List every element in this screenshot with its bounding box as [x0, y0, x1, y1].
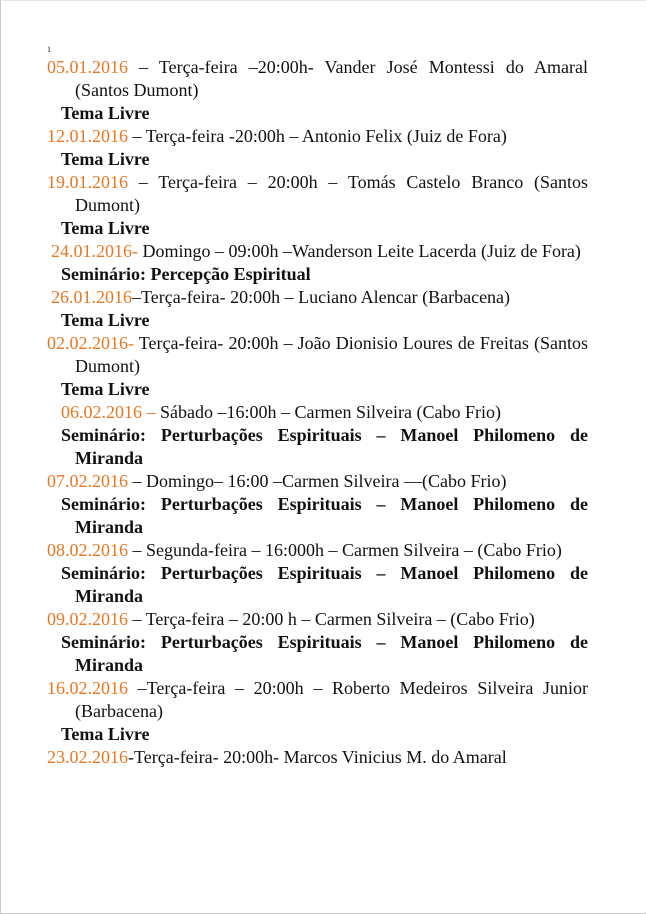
schedule-entry [47, 286, 588, 309]
entry-details: – Terça-feira -20:00h – Antonio Felix (Juiz de Fora) [128, 126, 507, 146]
entry-theme: Seminário: Perturbações Espirituais – Manoel Philomeno de Miranda [61, 425, 588, 468]
schedule-entry [47, 746, 588, 769]
entry-theme: Tema Livre [61, 310, 150, 330]
entry-date: 02.02.2016- [47, 333, 134, 353]
entry-theme: Tema Livre [61, 103, 150, 123]
schedule-entry [47, 608, 588, 631]
entry-theme: Seminário: Perturbações Espirituais – Manoel Philomeno de Miranda [61, 563, 588, 606]
entry-date: 09.02.2016 [47, 609, 128, 629]
entry-details: Sábado –16:00h – Carmen Silveira (Cabo Frio) [155, 402, 501, 422]
entry-details: – Segunda-feira – 16:000h – Carmen Silveira – (Cabo Frio) [128, 540, 562, 560]
entry-date: 07.02.2016 [47, 471, 128, 491]
entry-details: –Terça-feira- 20:00h – Luciano Alencar (Barbacena) [132, 287, 511, 307]
entry-details: – Terça-feira – 20:00h – Tomás Castelo Branco (Santos Dumont) [75, 172, 588, 215]
entry-theme: Tema Livre [61, 724, 150, 744]
entry-theme: Tema Livre [61, 218, 150, 238]
entry-date: 05.01.2016 [47, 57, 128, 77]
schedule-entry [47, 401, 588, 424]
entry-details: Domingo – 09:00h –Wanderson Leite Lacerda (Juiz de Fora) [138, 241, 581, 261]
schedule-entry [47, 470, 588, 493]
schedule-entry [47, 56, 588, 102]
schedule-entry [47, 171, 588, 217]
entry-date: 06.02.2016 – [61, 402, 156, 422]
entry-theme: Seminário: Percepção Espiritual [61, 264, 311, 284]
entry-theme: Tema Livre [61, 379, 150, 399]
entry-theme: Tema Livre [61, 149, 150, 169]
schedule-list [47, 56, 588, 769]
entry-details: – Domingo– 16:00 –Carmen Silveira —(Cabo Frio) [128, 471, 507, 491]
entry-details: Terça-feira- 20:00h – João Dionisio Loures de Freitas (Santos Dumont) [75, 333, 588, 376]
entry-date: 19.01.2016 [47, 172, 128, 192]
entry-date: 23.02.2016 [47, 747, 128, 767]
entry-date: 16.02.2016 [47, 678, 128, 698]
entry-date: 12.01.2016 [47, 126, 128, 146]
schedule-entry [47, 677, 588, 723]
entry-date: 26.01.2016 [51, 287, 132, 307]
entry-date: 24.01.2016- [51, 241, 138, 261]
schedule-entry [47, 125, 588, 148]
entry-theme: Seminário: Perturbações Espirituais – Manoel Philomeno de Miranda [61, 632, 588, 675]
entry-details: – Terça-feira –20:00h- Vander José Montessi do Amaral (Santos Dumont) [75, 57, 588, 100]
schedule-entry [47, 539, 588, 562]
schedule-entry [47, 332, 588, 378]
footnote-mark: 1 [47, 45, 51, 54]
entry-details: –Terça-feira – 20:00h – Roberto Medeiros Silveira Junior (Barbacena) [75, 678, 588, 721]
entry-theme: Seminário: Perturbações Espirituais – Manoel Philomeno de Miranda [61, 494, 588, 537]
entry-details: -Terça-feira- 20:00h- Marcos Vinicius M. do Amaral [128, 747, 507, 767]
entry-date: 08.02.2016 [47, 540, 128, 560]
entry-details: – Terça-feira – 20:00 h – Carmen Silveira – (Cabo Frio) [128, 609, 535, 629]
schedule-entry [47, 240, 588, 263]
